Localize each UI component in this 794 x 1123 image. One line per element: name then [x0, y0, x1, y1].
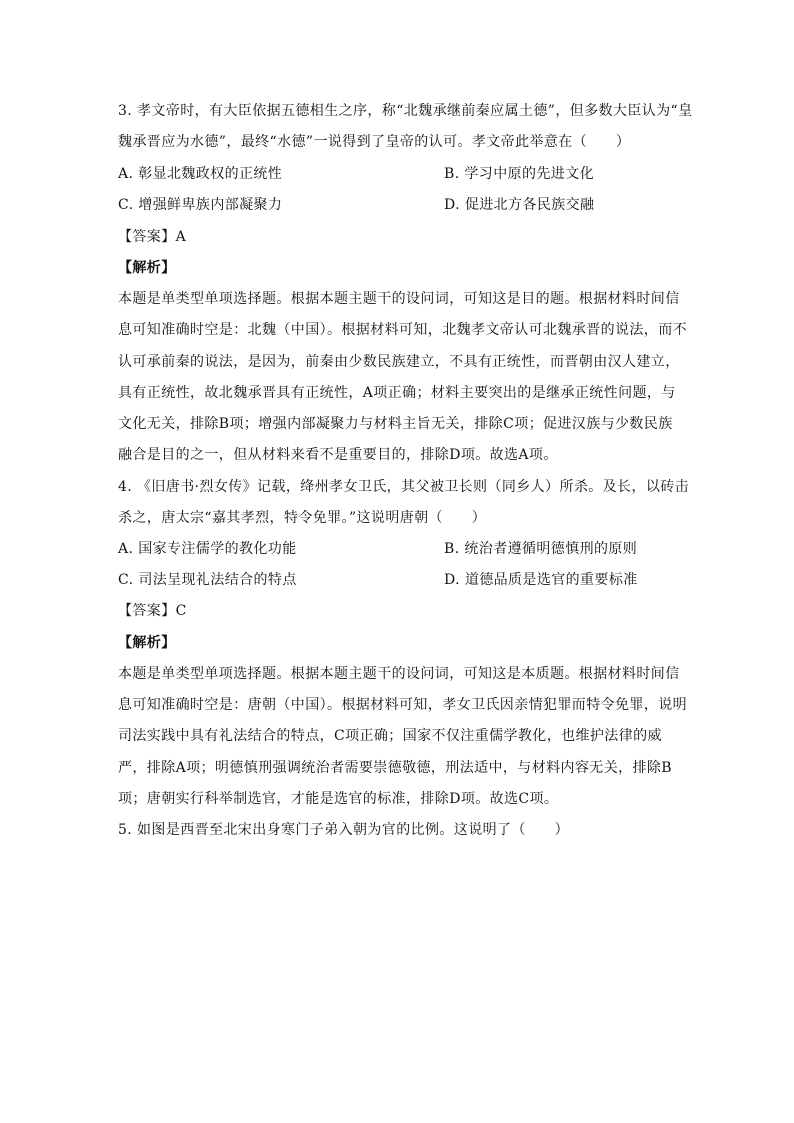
q4-stem-line-2: 杀之，唐太宗“嘉其孝烈，特令免罪。”这说明唐朝（ ） [118, 510, 487, 526]
q4-stem-line-1: 4. 《旧唐书·烈女传》记载，绛州孝女卫氏，其父被卫长则（同乡人）所杀。及长，以砖击 [118, 479, 690, 495]
q3-option-d: D. 促进北方各民族交融 [444, 197, 595, 213]
q3-analysis-line-4: 具有正统性，故北魏承晋具有正统性，A项正确；材料主要突出的是继承正统性问题，与 [118, 385, 676, 401]
q3-analysis-line-3: 认可承前秦的说法，是因为，前秦由少数民族建立，不具有正统性，而晋朝由汉人建立， [118, 354, 680, 370]
q3-stem-line-2: 魏承晋应为水德”，最终“水德”一说得到了皇帝的认可。孝文帝此举意在（ ） [118, 134, 631, 150]
q4-option-d: D. 道德品质是选官的重要标准 [444, 572, 638, 588]
q3-analysis-line-6: 融合是目的之一，但从材料来看不是重要目的，排除D项。故选A项。 [118, 447, 558, 463]
q4-analysis-line-4: 严，排除A项；明德慎刑强调统治者需要崇德敬德，刑法适中，与材料内容无关，排除B [118, 760, 672, 776]
q4-analysis-line-1: 本题是单类型单项选择题。根据本题主题干的设问词，可知这是本质题。根据材料时间信 [118, 666, 680, 682]
q4-analysis-label: 【解析】 [118, 635, 176, 651]
q3-option-c: C. 增强鲜卑族内部凝聚力 [118, 197, 283, 213]
q4-option-c: C. 司法呈现礼法结合的特点 [118, 572, 297, 588]
q4-option-a: A. 国家专注儒学的教化功能 [118, 541, 297, 557]
q4-answer: 【答案】C [118, 603, 187, 619]
q3-analysis-label: 【解析】 [118, 260, 176, 276]
q3-option-b: B. 学习中原的先进文化 [444, 166, 594, 182]
q4-option-b: B. 统治者遵循明德慎刑的原则 [444, 541, 638, 557]
q3-analysis-line-5: 文化无关，排除B项；增强内部凝聚力与材料主旨无关，排除C项；促进汉族与少数民族 [118, 416, 673, 432]
q3-stem-line-1: 3. 孝文帝时，有大臣依据五德相生之序，称“北魏承继前秦应属土德”，但多数大臣认为“皇 [118, 103, 693, 119]
q4-analysis-line-3: 司法实践中具有礼法结合的特点，C项正确；国家不仅注重儒学教化，也维护法律的威 [118, 728, 662, 744]
q4-analysis-line-2: 息可知准确时空是：唐朝（中国）。根据材料可知，孝女卫氏因亲情犯罪而特令免罪，说明 [118, 697, 687, 713]
q3-option-a: A. 彰显北魏政权的正统性 [118, 166, 283, 182]
q4-analysis-line-5: 项；唐朝实行科举制选官，才能是选官的标准，排除D项。故选C项。 [118, 791, 559, 807]
q3-answer: 【答案】A [118, 229, 187, 245]
q3-analysis-line-1: 本题是单类型单项选择题。根据本题主题干的设问词，可知这是目的题。根据材料时间信 [118, 291, 680, 307]
q5-stem-line-1: 5. 如图是西晋至北宋出身寒门子弟入朝为官的比例。这说明了（ ） [118, 822, 570, 838]
q3-analysis-line-2: 息可知准确时空是：北魏（中国）。根据材料可知，北魏孝文帝认可北魏承晋的说法，而不 [118, 322, 687, 338]
